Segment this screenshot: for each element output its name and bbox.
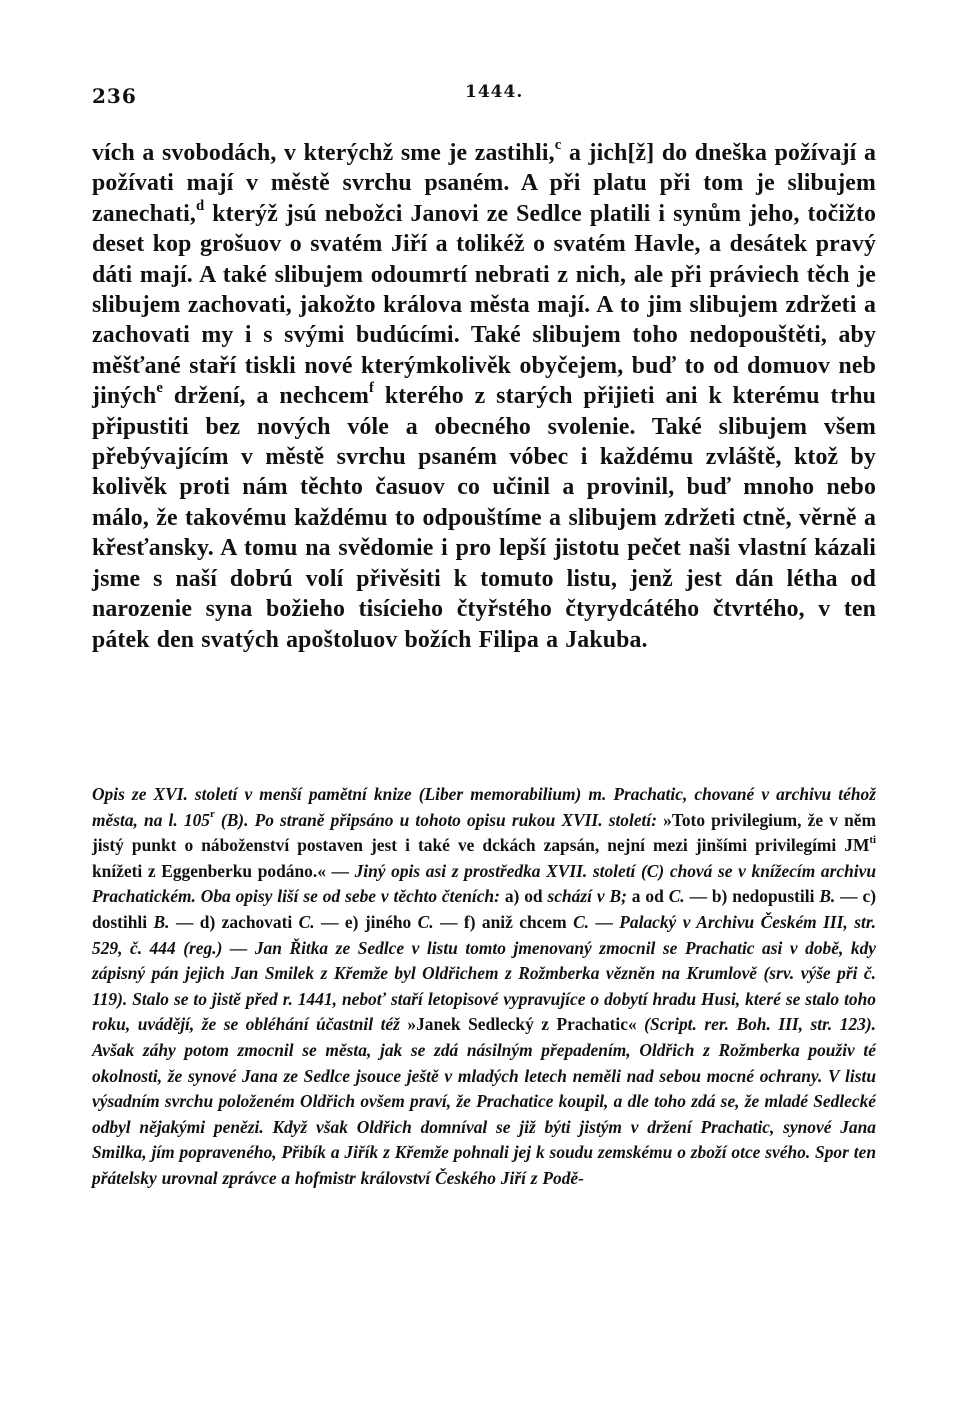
note-span: B. bbox=[819, 886, 836, 907]
text-span: a jich[ž] do dneška požívají a požívati mají v městě svrchu psaném. A při platu při tom je slibujem zanechati, bbox=[92, 140, 876, 227]
editorial-notes bbox=[92, 782, 876, 1192]
text-span: kterého z starých přijieti ani k kterému trhu připustiti bez nových vóle a obecného svolenie. Také slibujem všem přebývajícím v městě svrchu psaném vóbec i každému zvláště, ktož by kolivěk proti nám těchto časuov co učinil a provinil, buď mnoho nebo málo, že takovému každému to odpouštíme a slibujem zdržeti ctně, věrně a křesťansky. A tomu na svědomie i pro lepší jistotu pečet naši vlastní kázali jsme s naší dobrú volí přivěsiti k tomuto listu, jenž jest dán létha od narozenie syna božieho tisícieho čtyřstého čtyrydcátého čtvrtého, v ten pátek den svatých apoštoluov božích Filipa a Jakuba. bbox=[92, 383, 876, 653]
header-year: 1444. bbox=[465, 82, 524, 102]
variant-reading: — c) dostihli bbox=[92, 886, 876, 932]
text-span: kterýž jsú nebožci Janovi ze Sedlce platili i synům jeho, točižto deset kop grošuov o svatém Jiří a tolikéž o svatém Havle, a desátek pravý dáti mají. A také slibujem odoumrtí nebrati z nich, ale při práviech těch je slibujem zachovati, jakožto králova města mají. A to jim slibujem zdržeti a zachovati my i s svými budúcími. Také slibujem toho nedopouštěti, aby měšťané staří tiskli nové kterýmkolivěk obyčejem, buď to od domuov neb jiných bbox=[92, 200, 876, 410]
footnote-marker: e bbox=[156, 380, 164, 397]
note-span: schází v B; bbox=[547, 886, 627, 907]
text-span: vích a svobodách, v kterýchž sme je zastihli, bbox=[92, 140, 555, 166]
running-header bbox=[92, 84, 872, 114]
note-span: C. bbox=[417, 911, 434, 932]
note-span: C. bbox=[573, 911, 590, 932]
page-number: 236 bbox=[92, 84, 137, 108]
note-span: (Script. rer. Boh. III, str. 123). Avšak záhy potom zmocnil se města, jak se zdá násilným přepadením, Oldřich z Rožmberka použiv té okolnosti, že synové Jana ze Sedlce jsouce ještě v mladých letech neměli nad sebou mocné ochrany. V listu výsadním svrchu položeném Oldřich ovšem praví, že Prachatice koupil, a dle toho zdá se, že mladé Sedlecké odbyl nějakými penězi. Když však Oldřich domníval se již býti jistým v držení Prachatic, synové Jana Smilka, jím popraveného, Přibík a Jiřík z Křemže pohnali jej k soudu zemskému o zboží otce svého. Spor ten přátelsky urovnal zprávce a hofmistr království Českého Jiří z Podě- bbox=[92, 1014, 876, 1188]
footnote-marker: d bbox=[195, 197, 205, 214]
variant-reading: — d) zachovati bbox=[169, 911, 299, 932]
separator: — bbox=[589, 911, 620, 932]
quoted-text: »Janek Sedlecký z Prachatic« bbox=[407, 1014, 637, 1035]
variant-reading: — e) jiného bbox=[314, 911, 418, 932]
variant-reading: a od bbox=[626, 886, 669, 907]
folio-sup: r bbox=[209, 808, 215, 821]
abbrev-sup: ti bbox=[869, 833, 876, 846]
quoted-text: knížeti z Eggenberku podáno.« — bbox=[92, 860, 355, 881]
text-span: držení, a nechcem bbox=[163, 383, 369, 410]
note-span: C. bbox=[668, 886, 685, 907]
note-span: B. bbox=[153, 911, 170, 932]
quoted-text: »Toto privilegium, že v něm jistý punkt o náboženství postaven jest i také ve dckách zapsán, nejní mezi jinšími privilegími JM bbox=[92, 809, 876, 856]
variant-reading: a) od bbox=[504, 886, 548, 907]
variant-reading: — f) aniž chcem bbox=[433, 911, 574, 932]
note-span: C. bbox=[298, 911, 315, 932]
variant-reading: — b) nedopustili bbox=[684, 886, 820, 907]
note-span: Opis ze XVI. století v menší pamětní knize (Liber memorabilium) m. Prachatic, chované v archivu téhož města, na l. 105 bbox=[92, 784, 876, 830]
note-span: Jiný opis asi z prostředka XVII. století (C) chová se v knížecím archivu Prachatickém. Oba opisy liší se od sebe v těchto čteních: bbox=[92, 860, 876, 907]
note-span: Palacký v Archivu Českém III, str. 529, č. 444 (reg.) — Jan Řitka ze Sedlce v listu tomto jmenovaný zmocnil se Prachatic asi v době, kdy zápisný pán jejich Jan Smilek z Křemže byl Oldřichem z Rožmberka vězněn na Krumlově (srv. výše při č. 119). Stalo se to jistě před r. 1441, neboť staří letopisové vypravujíce o dobytí hradu Husi, které se stalo toho roku, uvádějí, že se obléhání účastnil též bbox=[92, 911, 876, 1035]
footnote-marker: f bbox=[368, 380, 374, 397]
charter-text bbox=[92, 138, 876, 655]
footnote-marker: c bbox=[554, 136, 562, 153]
note-span: (B). Po straně připsáno u tohoto opisu rukou XVII. století: bbox=[214, 809, 664, 830]
